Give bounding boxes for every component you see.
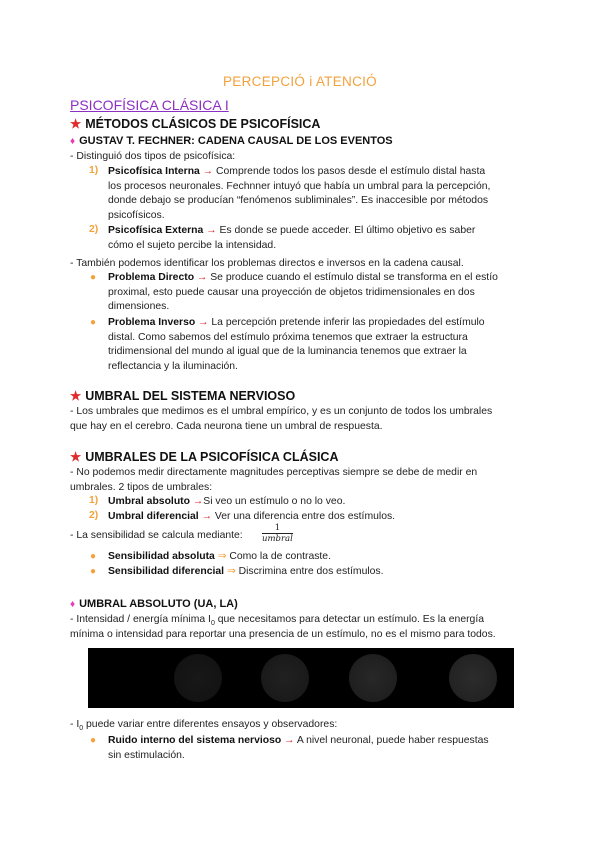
bullet-dot: ●: [90, 566, 97, 577]
stimulus-circle: [349, 654, 397, 702]
list-item-text: distal. Como sabemos del estímulo próxima tenemos que extraer la estructura: [108, 331, 468, 343]
list-item-text: tridimensional del mundo al igual que de la luminancia tenemos que extraer la: [108, 346, 467, 357]
list-number: 1): [89, 165, 99, 176]
list-item-umbral-absoluto: Umbral absoluto →Si veo un estímulo o no lo veo.: [108, 496, 346, 507]
list-number: 2): [89, 509, 99, 521]
section-title: PSICOFÍSICA CLÁSICA I: [70, 97, 229, 113]
list-item-text: sin estimulación.: [108, 749, 185, 761]
heading-umbral-absoluto: ♦ UMBRAL ABSOLUTO (UA, LA): [70, 598, 238, 610]
paragraph-umbrales: que hay en el cerebro. Cada neurona tiene un umbral de respuesta.: [70, 420, 383, 432]
list-item-directo: Problema Directo → Se produce cuando el estímulo distal se transforma en el estío: [108, 272, 498, 283]
heading-umbral-sn: ★ UMBRAL DEL SISTEMA NERVIOSO: [70, 389, 296, 403]
stimulus-strip-image: [88, 648, 514, 708]
paragraph-intensidad: - Intensidad / energía mínima $I_0$ que necesitamos para detectar un estímulo. Es la energía: [70, 614, 485, 628]
bullet-dot: ●: [90, 735, 97, 746]
diamond-icon: ♦: [70, 599, 76, 610]
heading-umbrales-clasica: ★ UMBRALES DE LA PSICOFÍSICA CLÁSICA: [70, 450, 339, 464]
list-item-sens-absoluta: Sensibilidad absoluta ⇒ Como la de contraste.: [108, 551, 331, 562]
star-icon: ★: [70, 389, 82, 403]
list-number: 2): [89, 224, 99, 235]
list-item-inverso: Problema Inverso → La percepción pretende inferir las propiedades del estímulo: [108, 317, 485, 328]
stimulus-circle: [449, 654, 497, 702]
page-title: PERCEPCIÓ i ATENCIÓ: [223, 74, 377, 89]
paragraph-nopodemos: umbrales. 2 tipos de umbrales:: [70, 481, 213, 493]
paragraph-sensibilidad: - La sensibilidad se calcula mediante:: [70, 530, 243, 541]
star-icon: ★: [70, 117, 82, 131]
paragraph-io: - $I_0$ puede variar entre diferentes ensayos y observadores:: [70, 719, 338, 733]
stimulus-circle: [174, 654, 222, 702]
list-item-text: proximal, esto puede causar una proyección de objetos tridimensionales en dos: [108, 286, 475, 298]
list-item-sens-diferencial: Sensibilidad diferencial ⇒ Discrimina entre dos estímulos.: [108, 566, 384, 577]
paragraph-intensidad: mínima o intensidad para reportar una presencia de un estímulo, no es el mismo para todos.: [70, 628, 496, 640]
bullet-dot: ●: [90, 272, 97, 283]
formula-numerator: 1: [262, 523, 293, 534]
list-item-externa: Psicofísica Externa → Es donde se puede acceder. El último objetivo es saber: [108, 225, 476, 236]
list-item-text: cómo el sujeto percibe la intensidad.: [108, 239, 277, 251]
list-item-text: los procesos neuronales. Fechnner intuyó que había un umbral para la percepción,: [108, 180, 491, 192]
paragraph-distinguio: - Distinguió dos tipos de psicofísica:: [70, 151, 236, 162]
list-item-umbral-diferencial: Umbral diferencial → Ver una diferencia entre dos estímulos.: [108, 510, 396, 522]
paragraph-nopodemos: - No podemos medir directamente magnitudes perceptivas siempre se debe de medir en: [70, 467, 478, 478]
list-item-ruido: Ruido interno del sistema nervioso → A nivel neuronal, puede haber respuestas: [108, 735, 489, 746]
list-item-text: reflectancia y la iluminación.: [108, 360, 238, 372]
formula-sensibilidad: [262, 523, 293, 544]
bullet-dot: ●: [90, 317, 97, 328]
list-number: 1): [89, 495, 99, 506]
paragraph-tambien: - También podemos identificar los problemas directos e inversos en la cadena causal.: [70, 258, 464, 269]
list-item-text: donde debajo se producían “fenómenos subliminales”. Es inaccesible por métodos: [108, 195, 489, 206]
heading-metodos: ★ MÉTODOS CLÁSICOS DE PSICOFÍSICA: [70, 117, 321, 131]
list-item-text: dimensiones.: [108, 301, 170, 312]
paragraph-umbrales: - Los umbrales que medimos es el umbral empírico, y es un conjunto de todos los umbrales: [70, 406, 493, 417]
stimulus-circle: [261, 654, 309, 702]
star-icon: ★: [70, 450, 82, 464]
heading-fechner: ♦ GUSTAV T. FECHNER: CADENA CAUSAL DE LOS EVENTOS: [70, 135, 393, 147]
bullet-dot: ●: [90, 551, 97, 562]
list-item-interna: Psicofísica Interna → Comprende todos los pasos desde el estímulo distal hasta: [108, 166, 486, 177]
formula-denominator: umbral: [262, 534, 293, 544]
diamond-icon: ♦: [70, 136, 76, 147]
list-item-text: psicofísicos.: [108, 209, 165, 221]
